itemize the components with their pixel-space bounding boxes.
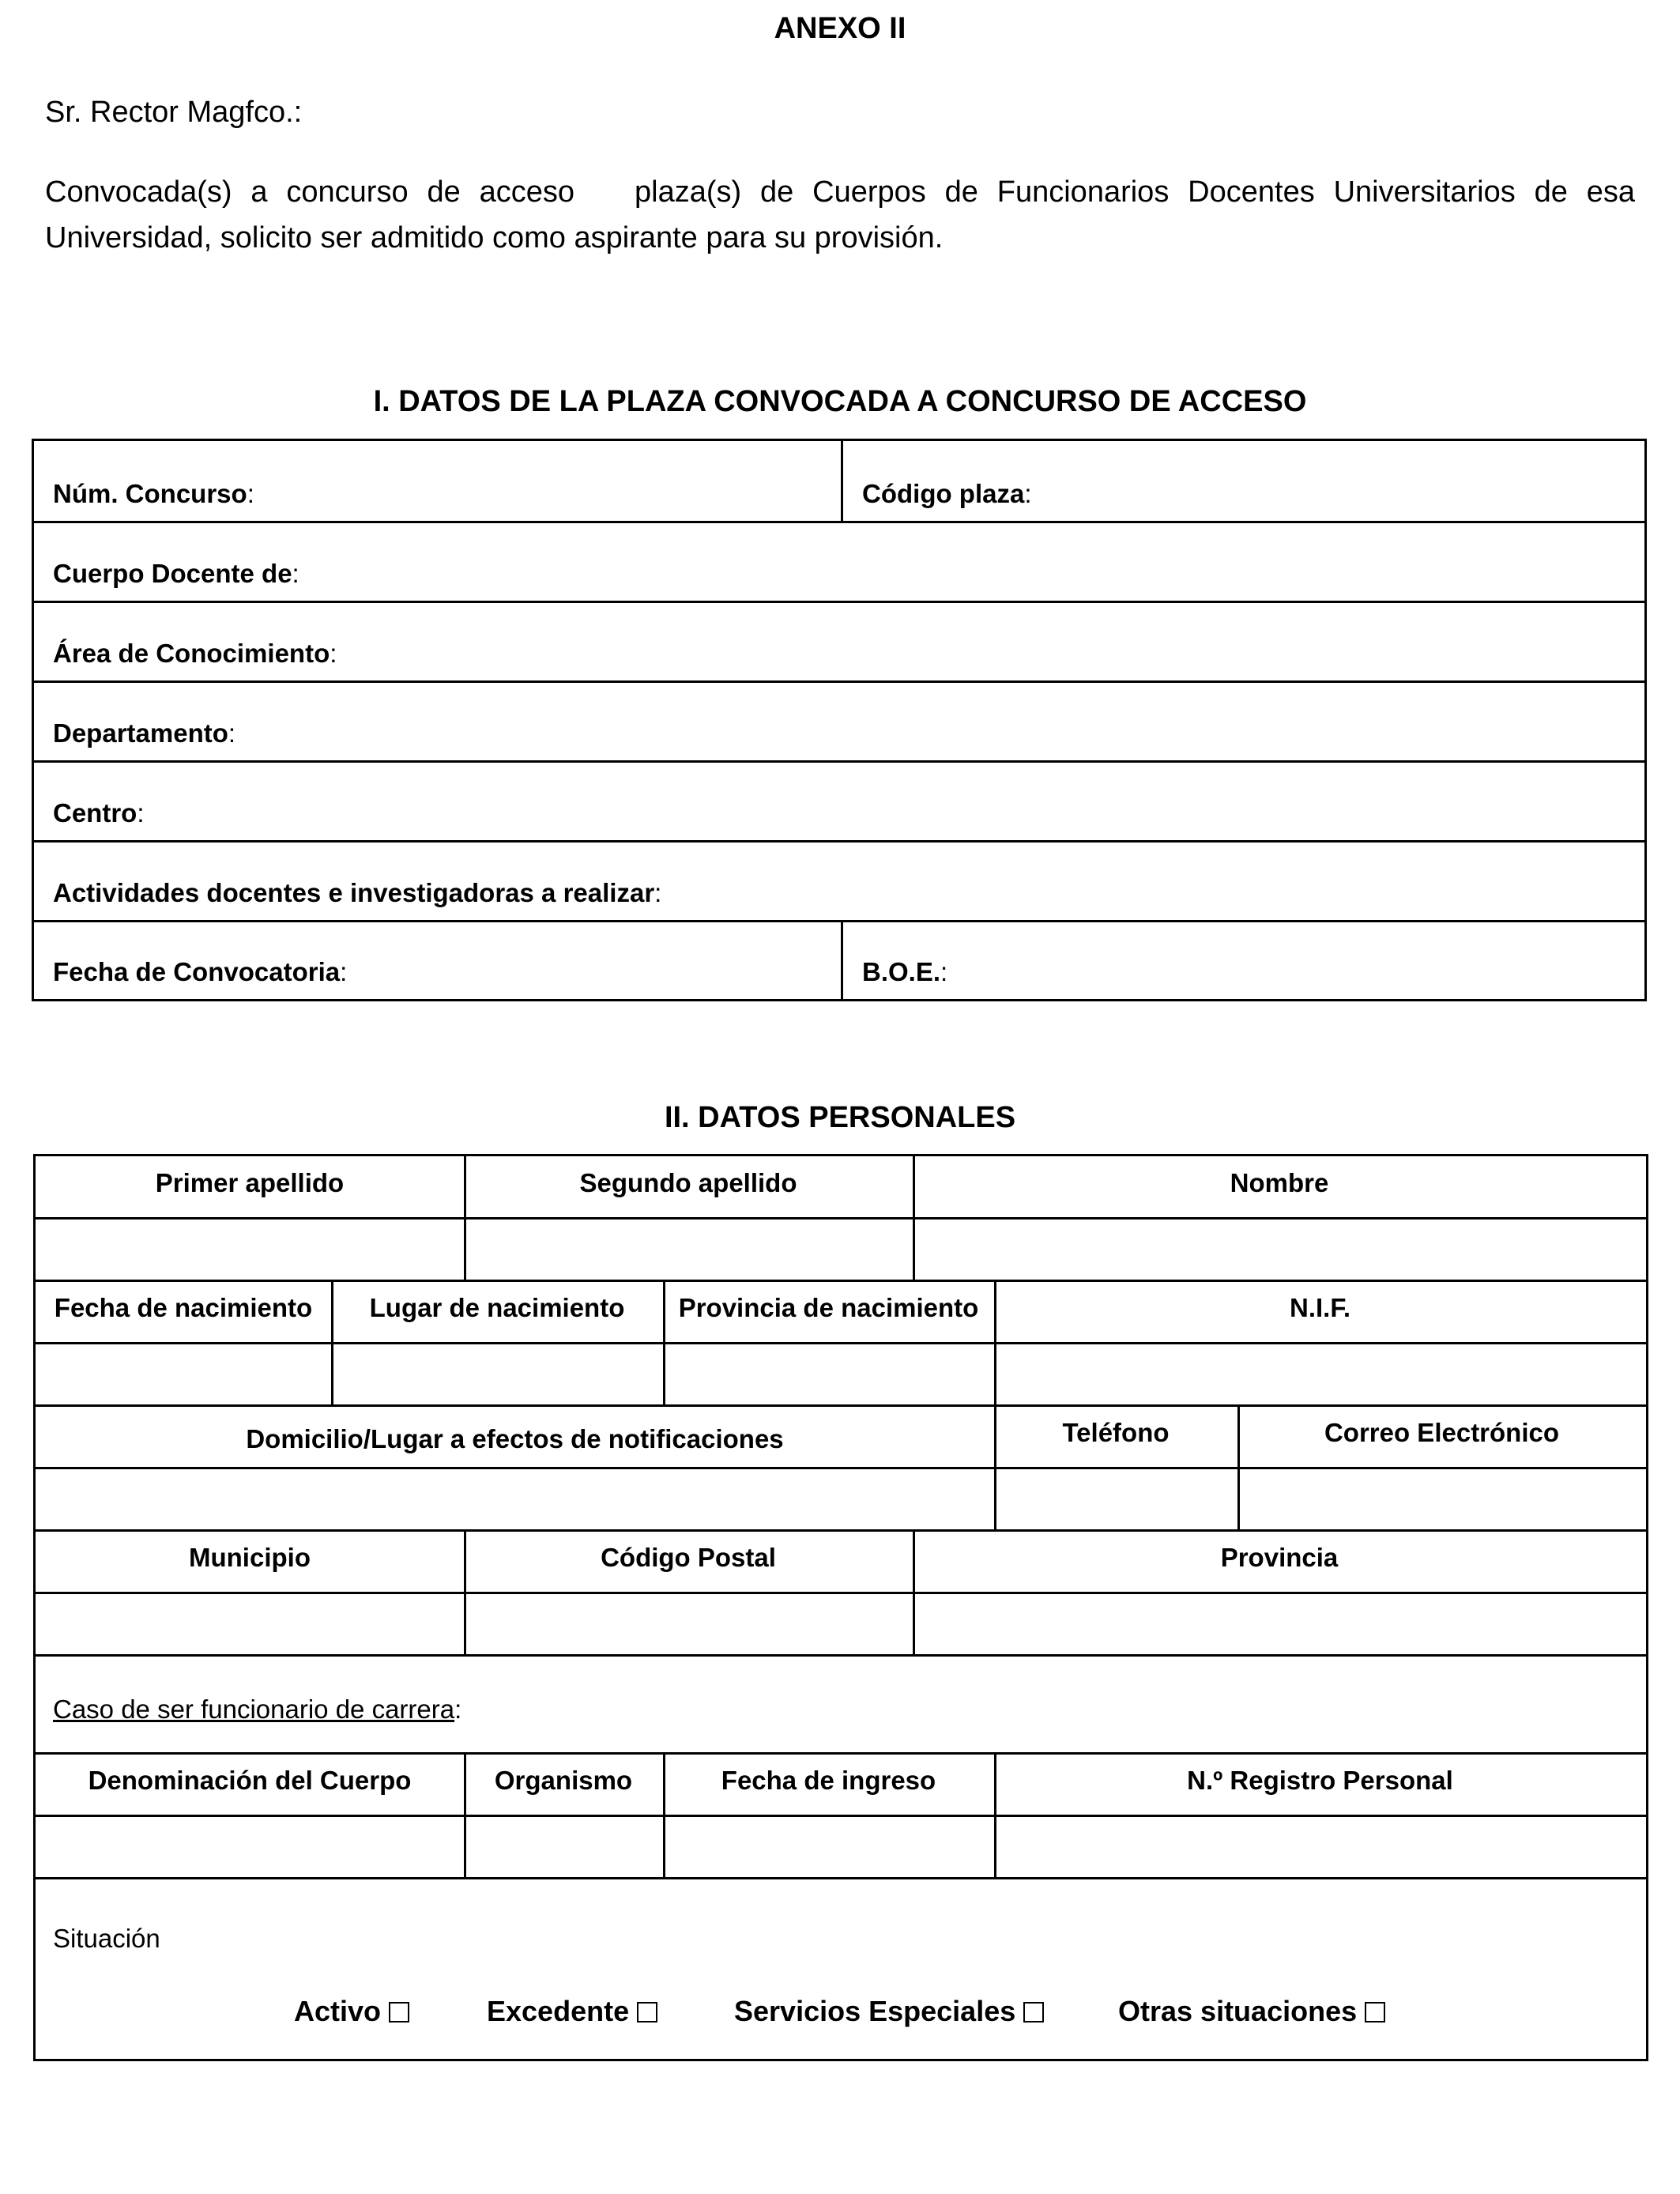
boe-field[interactable] bbox=[841, 922, 1644, 999]
organismo-input[interactable] bbox=[466, 1817, 663, 1877]
num-concurso-field[interactable] bbox=[34, 441, 841, 521]
row-divider bbox=[36, 1654, 1646, 1657]
row-divider bbox=[36, 1280, 1646, 1282]
correo-header: Correo Electrónico bbox=[1324, 1418, 1560, 1447]
row-divider bbox=[36, 1752, 1646, 1755]
fecha-ingreso-header: Fecha de ingreso bbox=[721, 1766, 936, 1795]
provincia-header: Provincia bbox=[1220, 1543, 1339, 1572]
row-divider bbox=[36, 1529, 1646, 1532]
centro-field[interactable] bbox=[34, 760, 1644, 840]
separator: : bbox=[654, 878, 662, 907]
separator: : bbox=[340, 957, 348, 986]
municipio-header: Municipio bbox=[189, 1543, 311, 1572]
plaza-data-table bbox=[32, 439, 1647, 1001]
situacion-option-activo[interactable] bbox=[294, 1994, 409, 2029]
separator: : bbox=[228, 718, 236, 748]
correo-input[interactable] bbox=[1240, 1469, 1646, 1529]
servicios-especiales-checkbox[interactable] bbox=[1023, 2002, 1044, 2022]
telefono-header: Teléfono bbox=[1062, 1418, 1170, 1447]
denominacion-cuerpo-header: Denominación del Cuerpo bbox=[88, 1766, 412, 1795]
excedente-label: Excedente bbox=[487, 1995, 630, 2027]
situacion-option-excedente[interactable] bbox=[487, 1994, 657, 2029]
provincia-input[interactable] bbox=[915, 1594, 1646, 1654]
nombre-input[interactable] bbox=[915, 1220, 1646, 1280]
situacion-option-otras[interactable] bbox=[1118, 1994, 1385, 2029]
separator: : bbox=[330, 639, 337, 668]
registro-personal-input[interactable] bbox=[996, 1817, 1646, 1877]
separator: : bbox=[1024, 479, 1032, 508]
servicios-especiales-label: Servicios Especiales bbox=[734, 1995, 1016, 2027]
segundo-apellido-header: Segundo apellido bbox=[579, 1168, 797, 1197]
row-concurso bbox=[34, 441, 1644, 521]
codigo-postal-input[interactable] bbox=[466, 1594, 913, 1654]
telefono-input[interactable] bbox=[996, 1469, 1237, 1529]
intro-paragraph bbox=[45, 169, 1635, 261]
segundo-apellido-input[interactable] bbox=[466, 1220, 913, 1280]
nif-input[interactable] bbox=[996, 1344, 1646, 1404]
row-divider bbox=[36, 1877, 1646, 1879]
funcionario-note bbox=[53, 1694, 461, 1725]
section-2-title: II. DATOS PERSONALES bbox=[664, 1101, 1016, 1134]
departamento-label: Departamento bbox=[53, 718, 228, 748]
section-1-title: I. DATOS DE LA PLAZA CONVOCADA A CONCURSO DE ACCESO bbox=[373, 385, 1307, 418]
activo-label: Activo bbox=[294, 1995, 382, 2027]
actividades-label: Actividades docentes e investigadoras a realizar bbox=[53, 878, 655, 907]
codigo-plaza-field[interactable] bbox=[841, 441, 1644, 521]
fecha-convocatoria-field[interactable] bbox=[34, 922, 841, 999]
cuerpo-docente-label: Cuerpo Docente de bbox=[53, 559, 292, 588]
personal-data-table bbox=[33, 1154, 1648, 2061]
fecha-nacimiento-input[interactable] bbox=[36, 1344, 331, 1404]
domicilio-input[interactable] bbox=[36, 1469, 994, 1529]
primer-apellido-input[interactable] bbox=[36, 1220, 464, 1280]
fecha-ingreso-input[interactable] bbox=[665, 1817, 994, 1877]
lugar-nacimiento-header: Lugar de nacimiento bbox=[369, 1293, 625, 1322]
provincia-nacimiento-header: Provincia de nacimiento bbox=[678, 1293, 979, 1322]
intro-text-2: plaza(s) de Cuerpos de Funcionarios Docentes Universitarios de esa Universidad, solicito ser admitido como aspirante para su provisión. bbox=[45, 175, 1636, 254]
lugar-nacimiento-input[interactable] bbox=[333, 1344, 663, 1404]
boe-label: B.O.E. bbox=[862, 957, 941, 986]
separator: : bbox=[247, 479, 254, 508]
fecha-nacimiento-header: Fecha de nacimiento bbox=[54, 1293, 313, 1322]
centro-label: Centro bbox=[53, 798, 137, 827]
excedente-checkbox[interactable] bbox=[637, 2002, 657, 2022]
otras-situaciones-checkbox[interactable] bbox=[1365, 2002, 1385, 2022]
row-convocatoria bbox=[34, 920, 1644, 999]
separator: : bbox=[292, 559, 299, 588]
otras-situaciones-label: Otras situaciones bbox=[1118, 1995, 1358, 2027]
activo-checkbox[interactable] bbox=[389, 2002, 409, 2022]
nif-header: N.I.F. bbox=[1289, 1293, 1350, 1322]
provincia-nacimiento-input[interactable] bbox=[665, 1344, 994, 1404]
separator: : bbox=[137, 798, 145, 827]
situacion-option-servicios-especiales[interactable] bbox=[734, 1994, 1044, 2029]
primer-apellido-header: Primer apellido bbox=[155, 1168, 345, 1197]
area-conocimiento-field[interactable] bbox=[34, 601, 1644, 680]
num-concurso-label: Núm. Concurso bbox=[53, 479, 247, 508]
nombre-header: Nombre bbox=[1230, 1168, 1329, 1197]
domicilio-header: Domicilio/Lugar a efectos de notificaciones bbox=[246, 1424, 784, 1453]
fecha-convocatoria-label: Fecha de Convocatoria bbox=[53, 957, 341, 986]
organismo-header: Organismo bbox=[494, 1766, 633, 1795]
municipio-input[interactable] bbox=[36, 1594, 464, 1654]
separator: : bbox=[454, 1695, 462, 1724]
area-conocimiento-label: Área de Conocimiento bbox=[53, 639, 330, 668]
registro-personal-header: N.º Registro Personal bbox=[1187, 1766, 1453, 1795]
row-divider bbox=[36, 1404, 1646, 1407]
denominacion-cuerpo-input[interactable] bbox=[36, 1817, 464, 1877]
codigo-postal-header: Código Postal bbox=[601, 1543, 776, 1572]
cuerpo-docente-field[interactable] bbox=[34, 521, 1644, 601]
annex-title: ANEXO II bbox=[774, 12, 906, 45]
actividades-field[interactable] bbox=[34, 840, 1644, 920]
situacion-label: Situación bbox=[53, 1924, 160, 1953]
salutation: Sr. Rector Magfco.: bbox=[45, 96, 303, 129]
separator: : bbox=[940, 957, 948, 986]
codigo-plaza-label: Código plaza bbox=[862, 479, 1025, 508]
departamento-field[interactable] bbox=[34, 680, 1644, 760]
intro-text-1: Convocada(s) a concurso de acceso bbox=[45, 175, 574, 209]
funcionario-note-text: Caso de ser funcionario de carrera bbox=[53, 1695, 455, 1724]
